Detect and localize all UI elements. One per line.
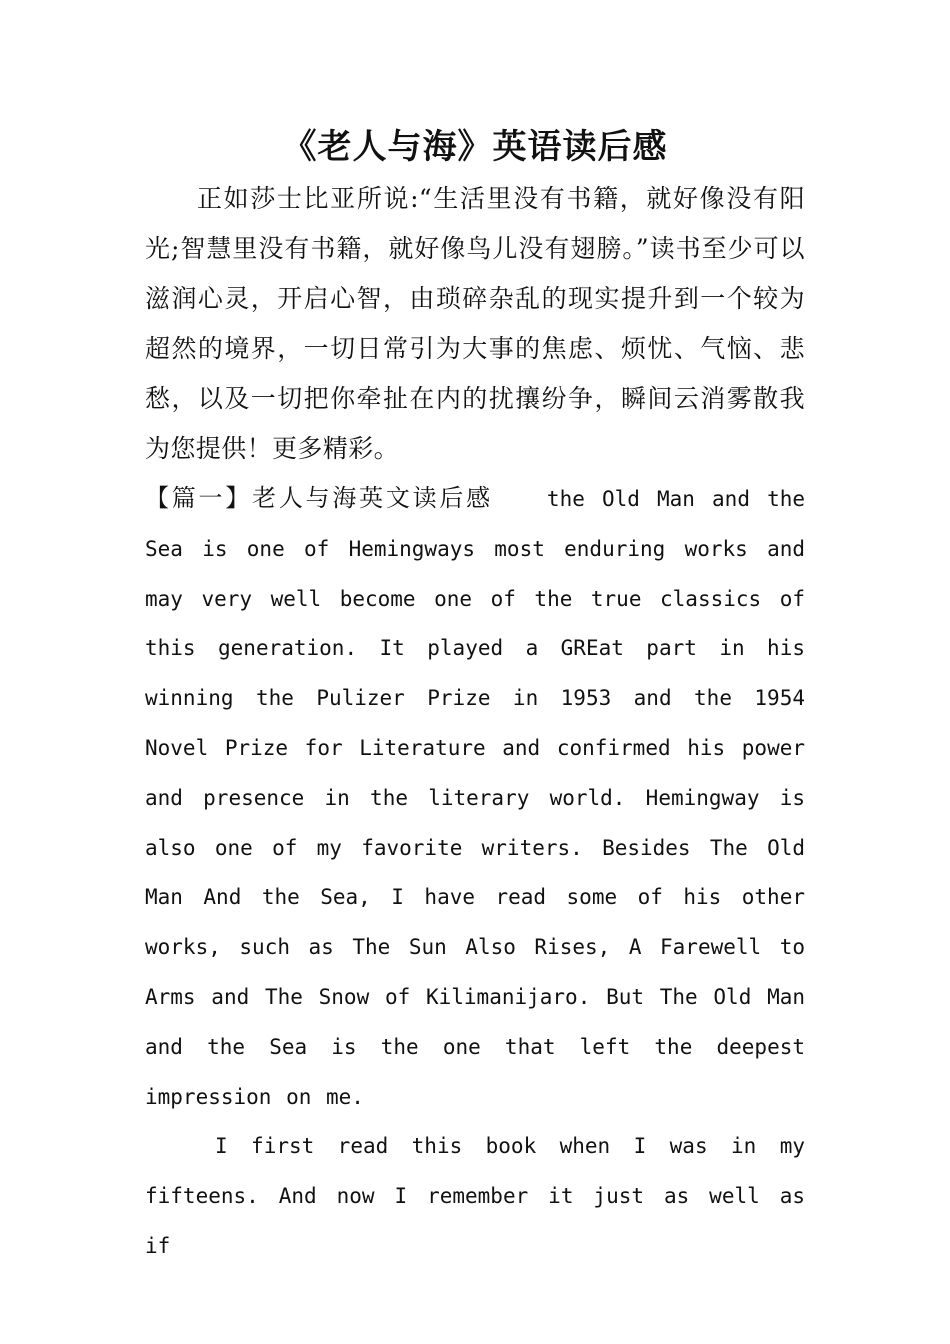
intro-paragraph-text: 正如莎士比亚所说:“生活里没有书籍，就好像没有阳光;智慧里没有书籍，就好像鸟儿没有翅膀。”读书至少可以滋润心灵，开启心智，由琐碎杂乱的现实提升到一个较为超然的境界，一切日常引为大事的焦虑、烦忧、气恼、悲愁，以及一切把你牵扯在内的扰攘纷争，瞬间云消雾散我为您提供！更多精彩。 [145, 184, 805, 463]
section-paragraph-text: the Old Man and the Sea is one of Hemingways most enduring works and may very well become one of the true classics of this generation. It played a GREat part in his winning the Pulizer Prize in 1953 and the 1954 Novel Prize for Literature and confirmed his power and presence in the literary world. Hemingway is also one of my favorite writers. Besides The Old Man And the Sea, I have read some of his other works, such as The Sun Also Rises, A Farewell to Arms and The Snow of Kilimanijaro. But The Old Man and the Sea is the one that left the deepest impression on me. [145, 487, 805, 1109]
document-title: 《老人与海》英语读后感 [282, 127, 668, 167]
paragraph-indent [145, 184, 197, 213]
second-paragraph-text: I first read this book when I was in my fifteens. And now I remember it just as well as if [145, 1134, 805, 1258]
section-one-paragraph [145, 474, 805, 1122]
intro-paragraph [145, 174, 805, 474]
section-heading: 【篇一】老人与海英文读后感 [145, 484, 493, 512]
section-one-second-paragraph [145, 1122, 805, 1271]
